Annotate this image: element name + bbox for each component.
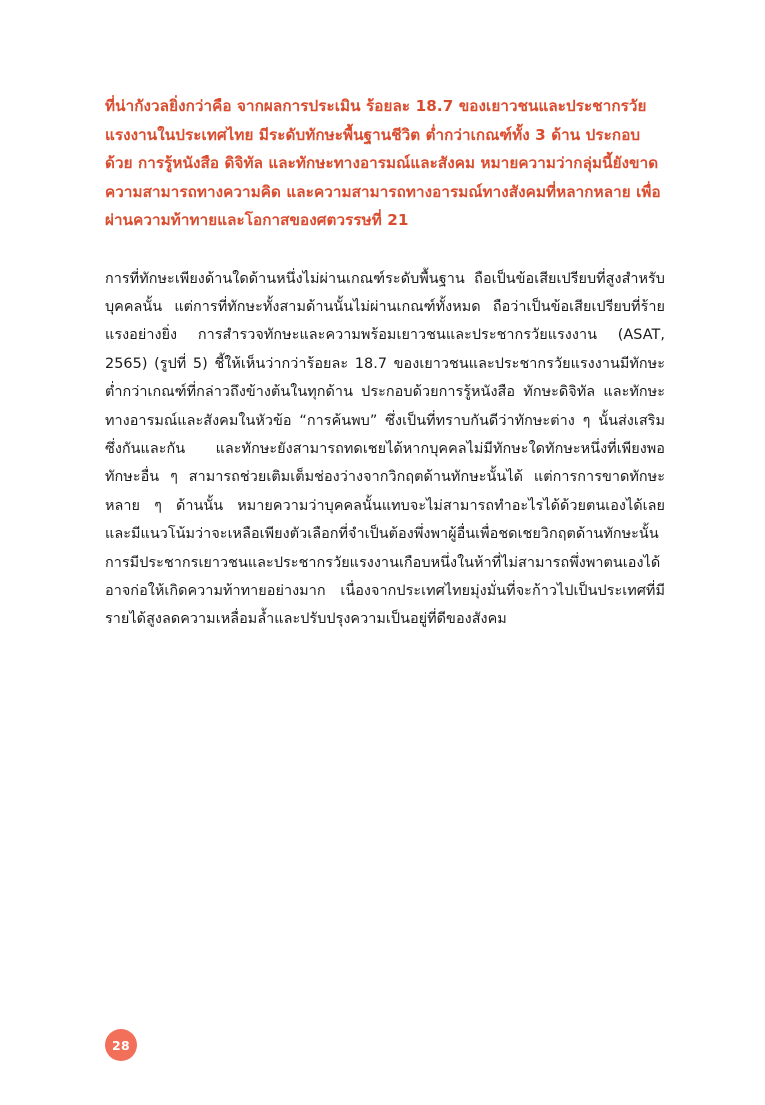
- page-number-label: 28: [112, 1037, 130, 1053]
- highlight-paragraph-text: ที่น่ากังวลยิ่งกว่าคือ จากผลการประเมิน ร้อยละ 18.7 ของเยาวชนและประชากรวัยแรงงานในประเทศไทย มีระดับทักษะพื้นฐานชีวิต ต่ำกว่าเกณฑ์ทั้ง 3 ด้าน ประกอบด้วย การรู้หนังสือ ดิจิทัล และทักษะทางอารมณ์และสังคม หมายความว่ากลุ่มนี้ยังขาดความสามารถทางความคิด และความสามารถทางอารมณ์ทางสังคมที่หลากหลาย เพื่อผ่านความท้าทายและโอกาสของศตวรรษที่ 21: [105, 97, 661, 229]
- page-number-badge: [105, 1029, 137, 1061]
- highlight-callout: [105, 92, 665, 235]
- page-content: [105, 92, 665, 634]
- body-text-block: [105, 265, 665, 634]
- body-paragraph-text: การที่ทักษะเพียงด้านใดด้านหนึ่งไม่ผ่านเกณฑ์ระดับพื้นฐาน ถือเป็นข้อเสียเปรียบที่สูงสำหรับบุคคลนั้น แต่การที่ทักษะทั้งสามด้านนั้นไม่ผ่านเกณฑ์ทั้งหมด ถือว่าเป็นข้อเสียเปรียบที่ร้ายแรงอย่างยิ่ง การสำรวจทักษะและความพร้อมเยาวชนและประชากรวัยแรงงาน (ASAT, 2565) (รูปที่ 5) ชี้ให้เห็นว่ากว่าร้อยละ 18.7 ของเยาวชนและประชากรวัยแรงงานมีทักษะต่ำกว่าเกณฑ์ที่กล่าวถึงข้างต้นในทุกด้าน ประกอบด้วยการรู้หนังสือ ทักษะดิจิทัล และทักษะทางอารมณ์และสังคมในหัวข้อ “การค้นพบ” ซึ่งเป็นที่ทราบกันดีว่าทักษะต่าง ๆ นั้นส่งเสริมซึ่งกันและกัน และทักษะยังสามารถทดเชยได้หากบุคคลไม่มีทักษะใดทักษะหนึ่งที่เพียงพอ ทักษะอื่น ๆ สามารถช่วยเติมเต็มช่องว่างจากวิกฤตด้านทักษะนั้นได้ แต่การการขาดทักษะหลาย ๆ ด้านนั้น หมายความว่าบุคคลนั้นแทบจะไม่สามารถทำอะไรได้ด้วยตนเองได้เลย และมีแนวโน้มว่าจะเหลือเพียงตัวเลือกที่จำเป็นต้องพึ่งพาผู้อื่นเพื่อชดเชยวิกฤตด้านทักษะนั้น การมีประชากรเยาวชนและประชากรวัยแรงงานเกือบหนึ่งในห้าที่ไม่สามารถพึ่งพาตนเองได้ อาจก่อให้เกิดความท้าทายอย่างมาก เนื่องจากประเทศไทยมุ่งมั่นที่จะก้าวไปเป็นประเทศที่มีรายได้สูงลดความเหลื่อมล้ำและปรับปรุงความเป็นอยู่ที่ดีของสังคม: [105, 270, 665, 628]
